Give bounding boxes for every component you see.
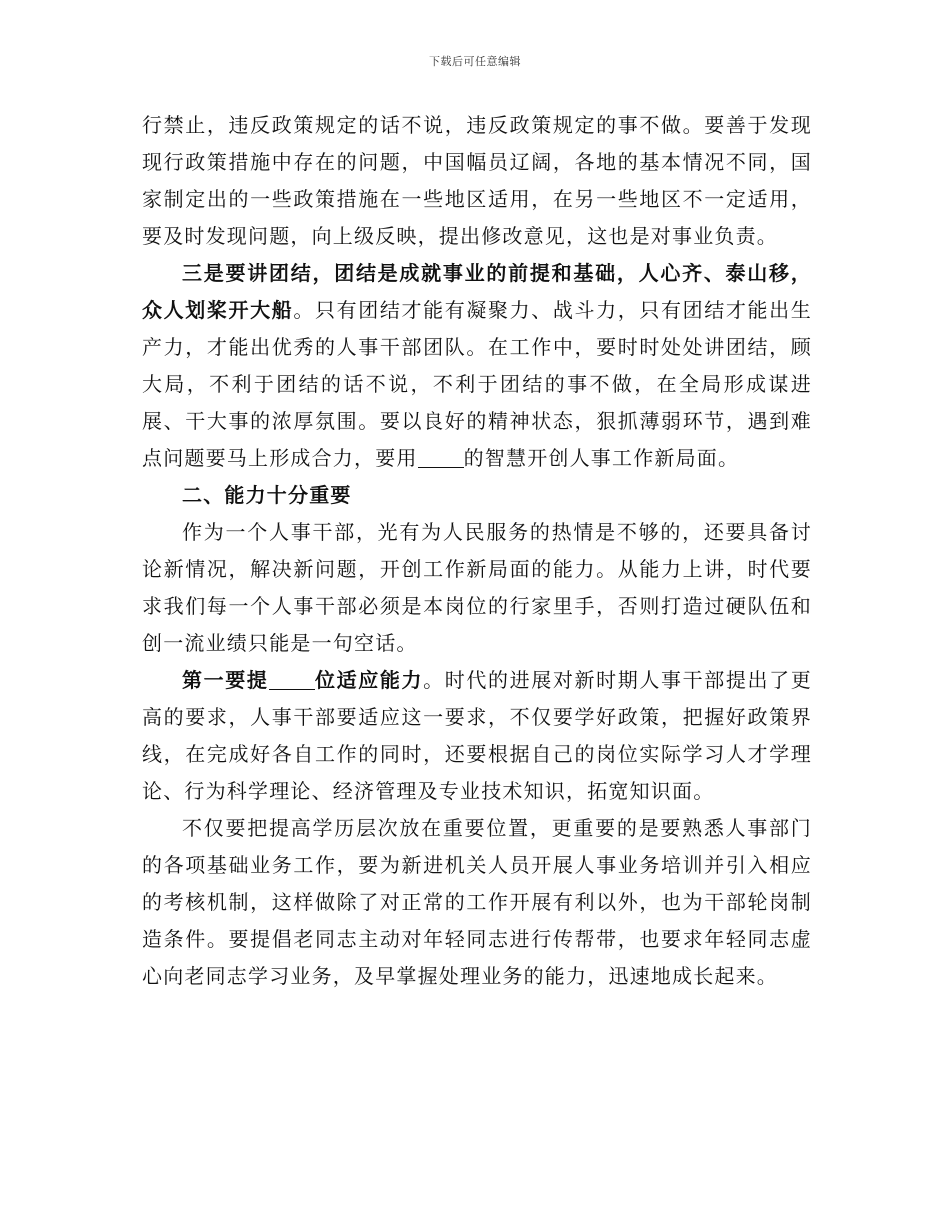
paragraph-unity-lead: 三是要讲团结，团结是成就事业的前提和基础，人心齐、泰山移，众人划桨开大船 xyxy=(142,261,812,322)
paragraph-adapt-lead-b: 位适应能力 xyxy=(314,668,424,692)
paragraph-adapt xyxy=(142,662,812,810)
page-header: 下载后可任意编辑 xyxy=(429,55,521,68)
paragraph-ability-intro: 作为一个人事干部，光有为人民服务的热情是不够的，还要具备讨论新情况，解决新问题，开创工作新局面的能力。从能力上讲，时代要求我们每一个人事干部必须是本岗位的行家里手，否则打造过硬队伍和创一流业绩只能是一句空话。 xyxy=(142,520,812,655)
document-body xyxy=(142,107,812,995)
fill-blank-line-bold xyxy=(269,669,315,690)
paragraph-unity-text-b: 的智慧开创人事工作新局面。 xyxy=(463,446,740,470)
paragraph-adapt-text: 。时代的进展对新时期人事干部提出了更高的要求，人事干部要适应这一要求，不仅要学好政策，把握好政策界线，在完成好各自工作的同时，还要根据自己的岗位实际学习人才学理论、行为科学理论、经济管理及专业技术知识，拓宽知识面。 xyxy=(142,668,812,803)
fill-blank-line xyxy=(418,447,464,468)
paragraph-education: 不仅要把提高学历层次放在重要位置，更重要的是要熟悉人事部门的各项基础业务工作，要为新进机关人员开展人事业务培训并引入相应的考核机制，这样做除了对正常的工作开展有利以外，也为干部轮岗制造条件。要提倡老同志主动对年轻同志进行传帮带，也要求年轻同志虚心向老同志学习业务，及早掌握处理业务的能力，迅速地成长起来。 xyxy=(142,816,812,988)
section-heading-ability: 二、能力十分重要 xyxy=(182,483,352,507)
paragraph-continuation: 行禁止，违反政策规定的话不说，违反政策规定的事不做。要善于发现现行政策措施中存在的问题，中国幅员辽阔，各地的基本情况不同，国家制定出的一些政策措施在一些地区适用，在另一些地区不一定适用，要及时发现问题，向上级反映，提出修改意见，这也是对事业负责。 xyxy=(142,113,812,248)
paragraph-adapt-lead-a: 第一要提 xyxy=(182,668,269,692)
paragraph-unity-text-a: 。只有团结才能有凝聚力、战斗力，只有团结才能出生产力，才能出优秀的人事干部团队。在工作中，要时时处处讲团结，顾大局，不利于团结的话不说，不利于团结的事不做，在全局形成谋进展、干大事的浓厚氛围。要以良好的精神状态，狠抓薄弱环节，遇到难点问题要马上形成合力，要用 xyxy=(142,298,812,470)
paragraph-unity xyxy=(142,255,812,477)
